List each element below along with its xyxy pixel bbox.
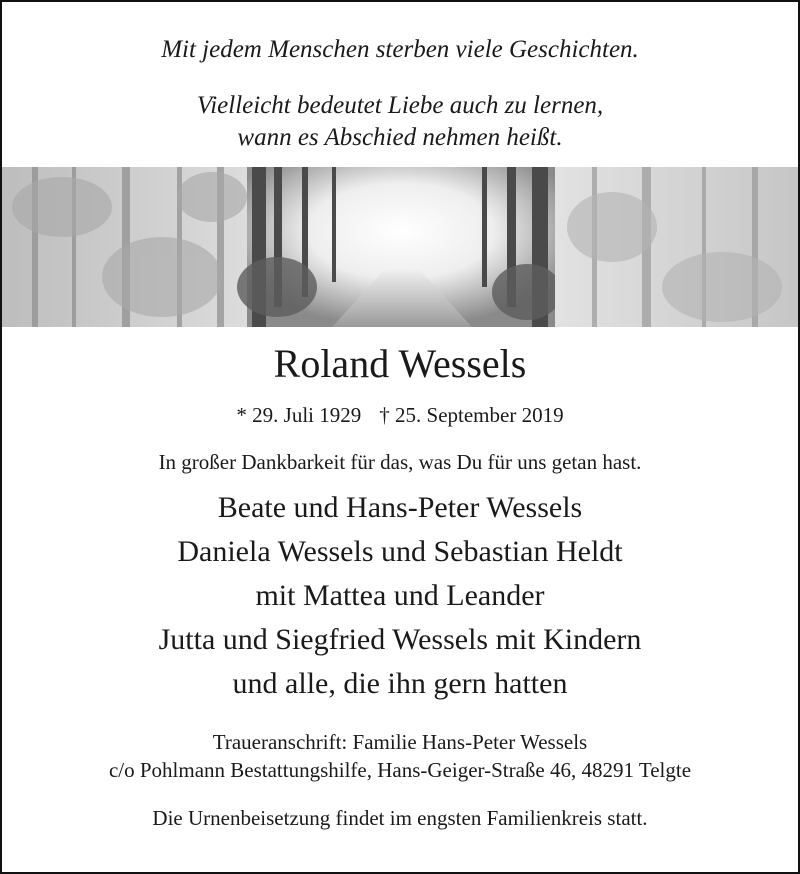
mourner-line: mit Mattea und Leander	[255, 579, 545, 612]
mourner-line: und alle, die ihn gern hatten	[232, 667, 568, 700]
mourner-line: Jutta und Siegfried Wessels mit Kindern	[158, 623, 642, 656]
burial-note: Die Urnenbeisetzung findet im engsten Familienkreis statt.	[152, 806, 648, 830]
address-line-2: c/o Pohlmann Bestattungshilfe, Hans-Geiger-Straße 46, 48291 Telgte	[108, 758, 692, 782]
quote-line-2: Vielleicht bedeutet Liebe auch zu lernen,	[196, 92, 604, 119]
quote-line-1: Mit jedem Menschen sterben viele Geschichten.	[161, 36, 639, 63]
deceased-name: Roland Wessels	[273, 341, 527, 386]
birth-date: * 29. Juli 1929	[236, 403, 362, 427]
quote-line-3: wann es Abschied nehmen heißt.	[237, 124, 563, 151]
address-line-1: Traueranschrift: Familie Hans-Peter Wessels	[212, 730, 588, 754]
forest-path-image	[2, 167, 798, 327]
mourning-address	[2, 728, 798, 784]
mourners-list	[2, 486, 798, 706]
quote-block-2	[2, 90, 798, 154]
thanks-line: In großer Dankbarkeit für das, was Du für uns getan hast.	[158, 450, 642, 474]
mourner-line: Beate und Hans-Peter Wessels	[217, 491, 583, 524]
mourner-line: Daniela Wessels und Sebastian Heldt	[177, 535, 623, 568]
life-dates	[2, 402, 798, 428]
forest-photo-illustration	[2, 167, 798, 327]
death-date: † 25. September 2019	[379, 403, 564, 427]
quote-block-1	[2, 34, 798, 66]
